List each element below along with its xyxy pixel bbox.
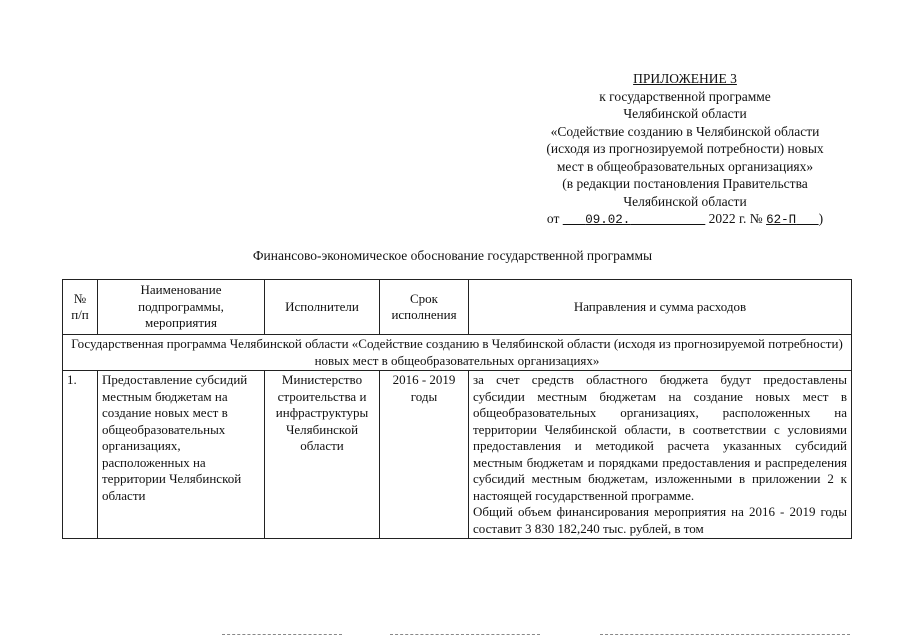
header-line-3: «Содействие созданию в Челябинской области xyxy=(550,123,820,139)
header-directions: Направления и сумма расходов xyxy=(469,280,852,335)
sig-number: 62-П xyxy=(766,213,797,227)
header-line-2: Челябинской области xyxy=(623,106,747,121)
table-header-row xyxy=(63,280,852,335)
header-line-1: к государственной программе xyxy=(599,88,771,104)
scan-artifact-line xyxy=(390,634,540,635)
header-term: Срок исполнения xyxy=(380,280,469,335)
sig-year-label: 2022 г. № xyxy=(708,211,763,226)
table-row xyxy=(63,371,852,539)
header-name: Наименование подпрограммы, мероприятия xyxy=(98,280,265,335)
header-no: № п/п xyxy=(63,280,98,335)
signature-line xyxy=(500,210,870,230)
program-title: Государственная программа Челябинской области «Содействие созданию в Челябинской области (исходя из прогнозируемой потребности) новых мест в общеобразовательных организациях» xyxy=(63,335,852,371)
row-term: 2016 - 2019 годы xyxy=(380,371,469,539)
scan-artifact-line xyxy=(222,634,342,635)
document-title: Финансово-экономическое обоснование государственной программы xyxy=(252,248,653,263)
sig-number-field xyxy=(766,213,819,227)
row-executors: Министерство строительства и инфраструктуры Челябинской области xyxy=(265,371,380,539)
scan-artifact-line xyxy=(600,634,850,635)
appendix-number: ПРИЛОЖЕНИЕ 3 xyxy=(633,71,737,86)
header-line-6: (в редакции постановления Правительства xyxy=(562,176,808,191)
financial-table xyxy=(62,279,852,539)
header-line-5: мест в общеобразовательных организациях» xyxy=(556,158,814,174)
header-line-4: (исходя из прогнозируемой потребности) новых xyxy=(546,141,824,156)
sig-from-label: от xyxy=(546,211,560,226)
row-directions-paragraph-2: Общий объем финансирования мероприятия на 2016 - 2019 годы составит 3 830 182,240 тыс. рублей, в том xyxy=(473,504,847,536)
sig-close: ) xyxy=(818,211,824,226)
sig-date-field xyxy=(563,213,706,227)
row-no: 1. xyxy=(63,371,98,539)
row-directions-paragraph-1: за счет средств областного бюджета будут предоставлены субсидии местным бюджетам на создание новых мест в общеобразовательных организациях, расположенных на территории Челябинской области, в соответствии с условиями предоставления и методикой расчета указанных субсидий местным бюджетам и порядками предоставления и распределения субсидий местным бюджетам, изложенными в приложении 2 к настоящей государственной программе. xyxy=(473,372,847,503)
sig-date: 09.02. xyxy=(585,213,631,227)
row-directions xyxy=(469,371,852,539)
header-executors: Исполнители xyxy=(265,280,380,335)
header-line-7: Челябинской области xyxy=(623,193,747,209)
appendix-header xyxy=(500,70,870,230)
row-name: Предоставление субсидий местным бюджетам на создание новых мест в общеобразовательных организациях, расположенных на территории Челябинской области xyxy=(98,371,265,539)
program-title-row xyxy=(63,335,852,371)
